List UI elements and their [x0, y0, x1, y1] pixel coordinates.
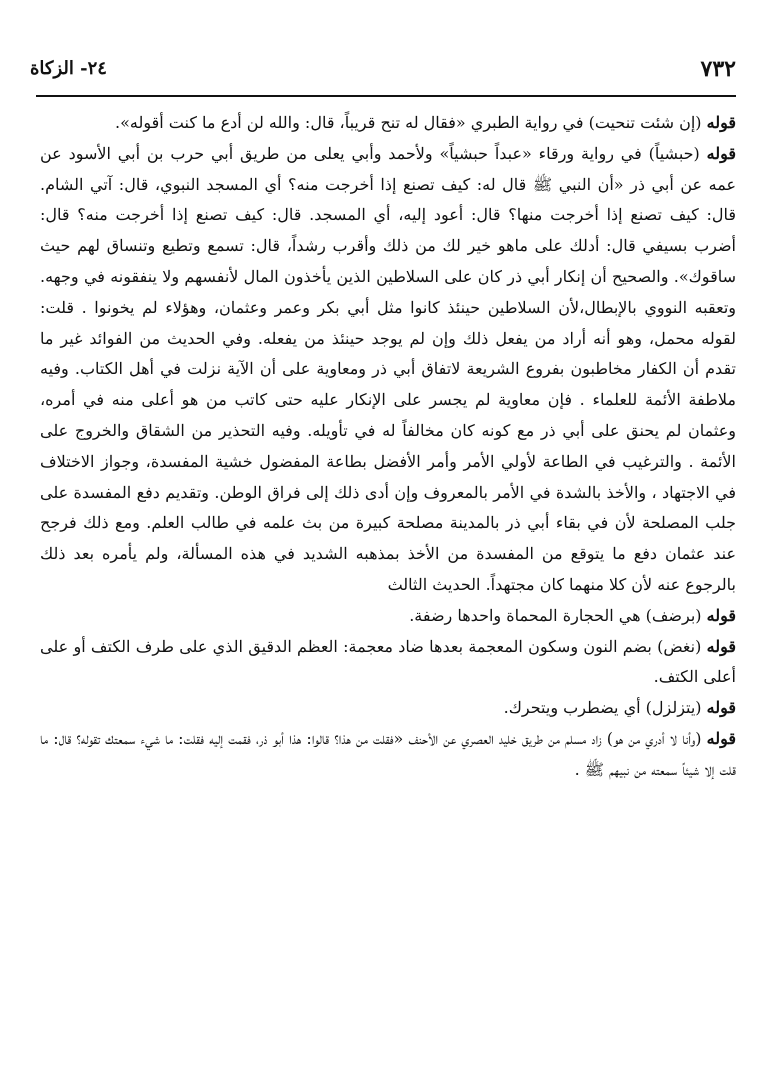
page-body [40, 108, 736, 1068]
paragraph-5 [40, 693, 736, 724]
paragraph-text: (حبشياً) في رواية ورقاء «عبداً حبشياً» ولأحمد وأبي يعلى من طريق أبي حرب بن أبي الأسود عن عمه عن أبي ذر «أن النبي ﷺ قال له: كيف تصنع إذا أخرجت منه؟ أي المسجد النبوي، قال: آتي الشام. قال: كيف تصنع إذا أخرجت منها؟ قال: أعود إليه، أي المسجد. قال: كيف تصنع إذا أخرجت منه؟ قال: أضرب بسيفي قال: أدلك على ماهو خير لك من ذلك وأقرب رشداً، قال: تسمع وتطيع وتنساق لهم حيث ساقوك». والصحيح أن إنكار أبي ذر كان على السلاطين الذين يأخذون المال لأنفسهم ولا ينفقونه في وجهه. وتعقبه النووي بالإبطال،لأن السلاطين حينئذ كانوا مثل أبي بكر وعمر وعثمان، وهؤلاء لم يخونوا . قلت: لقوله محمل، وهو أنه أراد من يفعل ذلك وإن لم يوجد حينئذ من يفعله. وفي الحديث من الفوائد غير ما تقدم أن الكفار مخاطبون بفروع الشريعة لاتفاق أبي ذر ومعاوية على أن الآية نزلت في أهل الكتاب. وفيه ملاطفة الأئمة للعلماء . فإن معاوية لم يجسر على الإنكار عليه حتى كاتب من هو أعلى منه في أمره، وعثمان لم يحنق على أبي ذر مع كونه كان مخالفاً له في تأويله. وفيه التحذير من الشقاق والخروج على الأئمة . والترغيب في الطاعة لأولي الأمر وأمر الأفضل بطاعة المفضول خشية المفسدة، وجواز الاختلاف في الاجتهاد ، والأخذ بالشدة في الأمر بالمعروف وإن أدى ذلك إلى فراق الوطن. وتقديم دفع المفسدة على جلب المصلحة لأن في بقاء أبي ذر بالمدينة مصلحة كبيرة من بث علمه في طالب العلم. ومع ذلك فرجح عند عثمان دفع ما يتوقع من المفسدة من الأخذ بمذهبه الشديد في هذه المسألة، ولم يأمره بعد ذلك بالرجوع عنه لأن كلا منهما كان مجتهداً. الحديث الثالث [40, 143, 736, 594]
section-title: ٢٤- الزكاة [30, 58, 107, 79]
paragraph-text: (إن شئت تنحيت) في رواية الطبري «فقال له تنح قريباً، قال: والله لن أدع ما كنت أقوله». [115, 113, 707, 132]
paragraph-keyword: قوله [706, 143, 736, 163]
page-number: ٧٣٢ [700, 56, 736, 82]
paragraph-2 [40, 139, 736, 601]
paragraph-keyword: قوله [706, 728, 736, 748]
paragraph-text: (يتزلزل) أي يضطرب ويتحرك. [503, 698, 707, 718]
paragraph-6 [40, 724, 736, 786]
paragraph-keyword: قوله [706, 113, 736, 132]
paragraph-keyword: قوله [706, 698, 736, 718]
paragraph-text: (برضف) هي الحجارة المحماة واحدها رضفة. [409, 605, 707, 625]
paragraph-3 [40, 601, 736, 632]
paragraph-4 [40, 632, 736, 694]
paragraph-text: (وأنا لا أدري من هو) زاد مسلم من طريق خليد العصري عن الأحنف «فقلت من هذا؟ قالوا: هذا أبو ذر، فقمت إليه فقلت: ما شيء سمعتك تقوله؟ قال: ما قلت إلا شيئاً سمعته من نبيهم ﷺ . [40, 728, 736, 779]
header-rule [36, 95, 736, 97]
page-header [30, 56, 736, 86]
paragraph-1 [40, 108, 736, 139]
paragraph-keyword: قوله [706, 636, 736, 656]
paragraph-text: (نغض) بضم النون وسكون المعجمة بعدها ضاد معجمة: العظم الدقيق الذي على طرف الكتف أو على أعلى الكتف. [40, 636, 736, 687]
paragraph-keyword: قوله [706, 605, 736, 625]
